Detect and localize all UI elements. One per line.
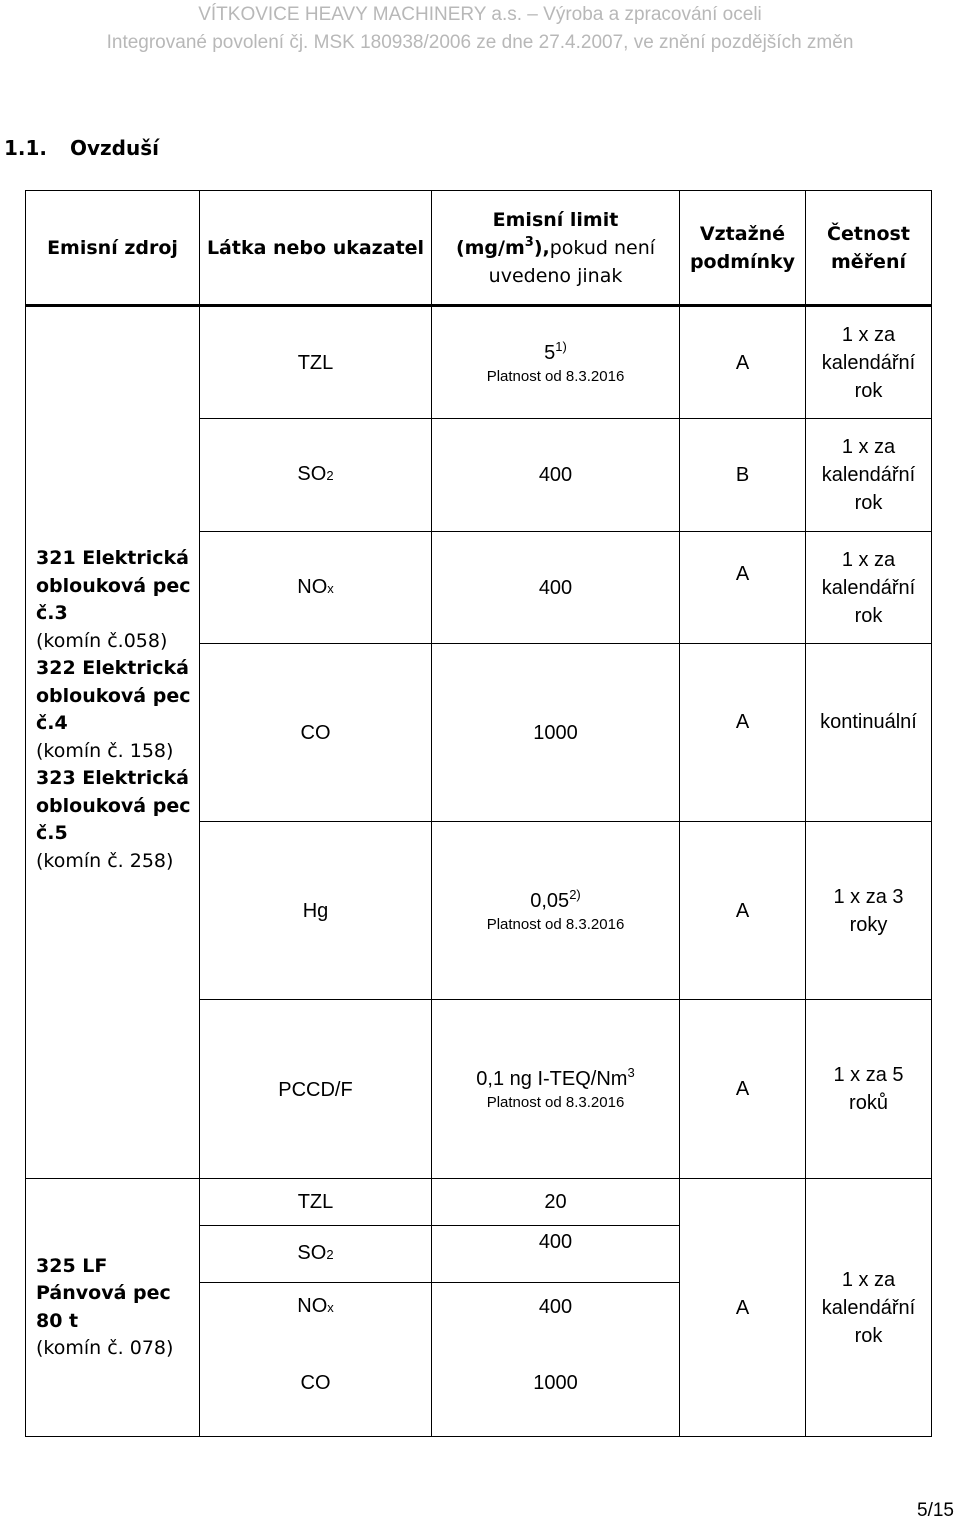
limit-cell: 400: [432, 1226, 680, 1283]
section-title: Ovzduší: [70, 136, 159, 160]
table-row: [26, 306, 932, 419]
section-number: 1.1.: [4, 136, 48, 160]
emission-limits-table: [25, 190, 932, 1437]
limit-cell: 1000: [432, 1331, 680, 1437]
conditions-cell: A: [680, 822, 806, 1000]
substance-cell: TZL: [200, 306, 432, 419]
conditions-cell: A: [680, 1000, 806, 1179]
conditions-cell: A: [680, 306, 806, 419]
header-limit: [432, 191, 680, 306]
emission-source-ladle-furnace: 325 LF Pánvová pec 80 t (komín č. 078): [26, 1179, 200, 1437]
frequency-cell: 1 x za kalendářní rok: [806, 306, 932, 419]
header-conditions: Vztažné podmínky: [680, 191, 806, 306]
substance-cell: SO2: [200, 1226, 432, 1283]
substance-cell: PCCD/F: [200, 1000, 432, 1179]
limit-cell: 400: [432, 419, 680, 532]
substance-cell: NOx: [200, 532, 432, 644]
substance-cell: CO: [200, 1331, 432, 1437]
substance-cell: Hg: [200, 822, 432, 1000]
substance-cell: TZL: [200, 1179, 432, 1226]
conditions-cell: A: [680, 532, 806, 644]
limit-cell: 400: [432, 532, 680, 644]
table-row: [26, 1179, 932, 1226]
header-limit-unit: $(mg/m^3)$,: [455, 234, 550, 259]
limit-cell: 400: [432, 1283, 680, 1331]
header-source: Emisní zdroj: [26, 191, 200, 306]
header-limit-note: pokud není: [549, 236, 656, 259]
limit-cell: 0,1 ng I-TEQ/Nm$^3$ Platnost od 8.3.2016: [432, 1000, 680, 1179]
emission-source-furnaces: 321 Elektrická oblouková pec č.3 (komín č.058) 322 Elektrická oblouková pec č.4 (komín č. 158) 323 Elektrická oblouková pec č.5 (komín č. 258): [26, 306, 200, 1179]
substance-cell: SO2: [200, 419, 432, 532]
limit-cell: 20: [432, 1179, 680, 1226]
conditions-cell: B: [680, 419, 806, 532]
limit-cell: 5$^{1)}$ Platnost od 8.3.2016: [432, 306, 680, 419]
header-substance: Látka nebo ukazatel: [200, 191, 432, 306]
limit-cell: 0,05$^{2)}$ Platnost od 8.3.2016: [432, 822, 680, 1000]
frequency-cell: 1 x za kalendářní rok: [806, 1179, 932, 1437]
table-header-row: [26, 191, 932, 306]
header-limit-line1: Emisní limit: [492, 208, 619, 231]
document-header-permit: Integrované povolení čj. MSK 180938/2006 ze dne 27.4.2007, ve znění pozdějších změn: [106, 32, 854, 53]
substance-cell: CO: [200, 644, 432, 822]
header-frequency: Četnost měření: [806, 191, 932, 306]
substance-cell: NOx: [200, 1283, 432, 1331]
frequency-cell: 1 x za kalendářní rok: [806, 419, 932, 532]
frequency-cell: kontinuální: [806, 644, 932, 822]
header-limit-line3: uvedeno jinak: [488, 264, 623, 287]
section-heading: [4, 136, 159, 160]
conditions-cell: A: [680, 1179, 806, 1437]
document-header-company: VÍTKOVICE HEAVY MACHINERY a.s. – Výroba a zpracování oceli: [198, 4, 762, 25]
conditions-cell: A: [680, 644, 806, 822]
page-number: 5/15: [917, 1500, 954, 1521]
frequency-cell: 1 x za 3 roky: [806, 822, 932, 1000]
limit-cell: 1000: [432, 644, 680, 822]
frequency-cell: 1 x za 5 roků: [806, 1000, 932, 1179]
frequency-cell: 1 x za kalendářní rok: [806, 532, 932, 644]
